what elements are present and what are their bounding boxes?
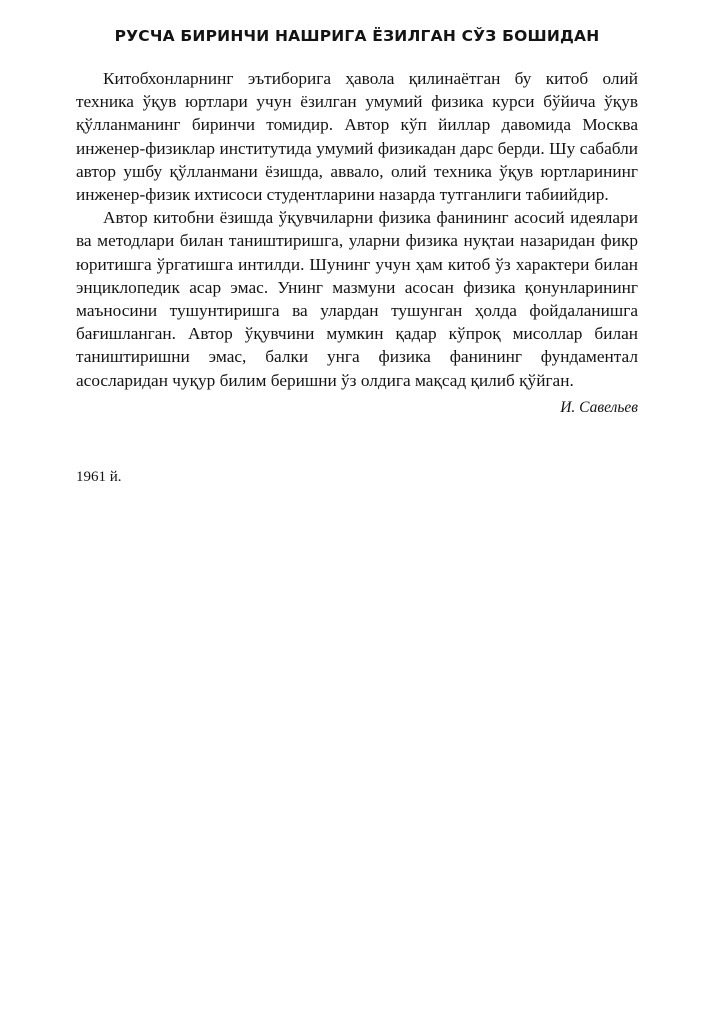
paragraph-2: Автор китобни ёзишда ўқувчиларни физика фанининг асосий идеялари ва методлари билан таништиришга, уларни физика нуқтаи назаридан фикр юритишга ўргатишга интилди. Шунинг учун ҳам китоб ўз характери билан энциклопедик асар эмас. Унинг мазмуни асосан физика қонунларининг маъносини тушунтиришга ва улардан тушунган ҳолда фойдаланишга бағишланган. Автор ўқувчини мумкин қадар кўпроқ мисоллар билан таништиришни эмас, балки унга физика фанининг фундаментал асосларидан чуқур билим беришни ўз олдига мақсад қилиб қўйган. <box>76 208 638 390</box>
publication-year: 1961 й. <box>76 469 122 485</box>
preface-body <box>76 67 638 418</box>
page-title: РУСЧА БИРИНЧИ НАШРИГА ЁЗИЛГАН СЎЗ БОШИДАН <box>114 27 600 45</box>
paragraph-1: Китобхонларнинг эътиборига ҳавола қилинаётган бу китоб олий техника ўқув юртлари учун ёзилган умумий физика курси бўйича ўқув қўлланманинг биринчи томидир. Автор кўп йиллар давомида Москва инженер-физиклар институтида умумий физикадан дарс берди. Шу сабабли автор ушбу қўлланмани ёзишда, аввало, олий техника ўқув юртларининг инженер-физик ихтисоси студентларини назарда тутганлиги табиийдир. <box>76 69 638 205</box>
author-signature: И. Савельев <box>560 398 638 416</box>
